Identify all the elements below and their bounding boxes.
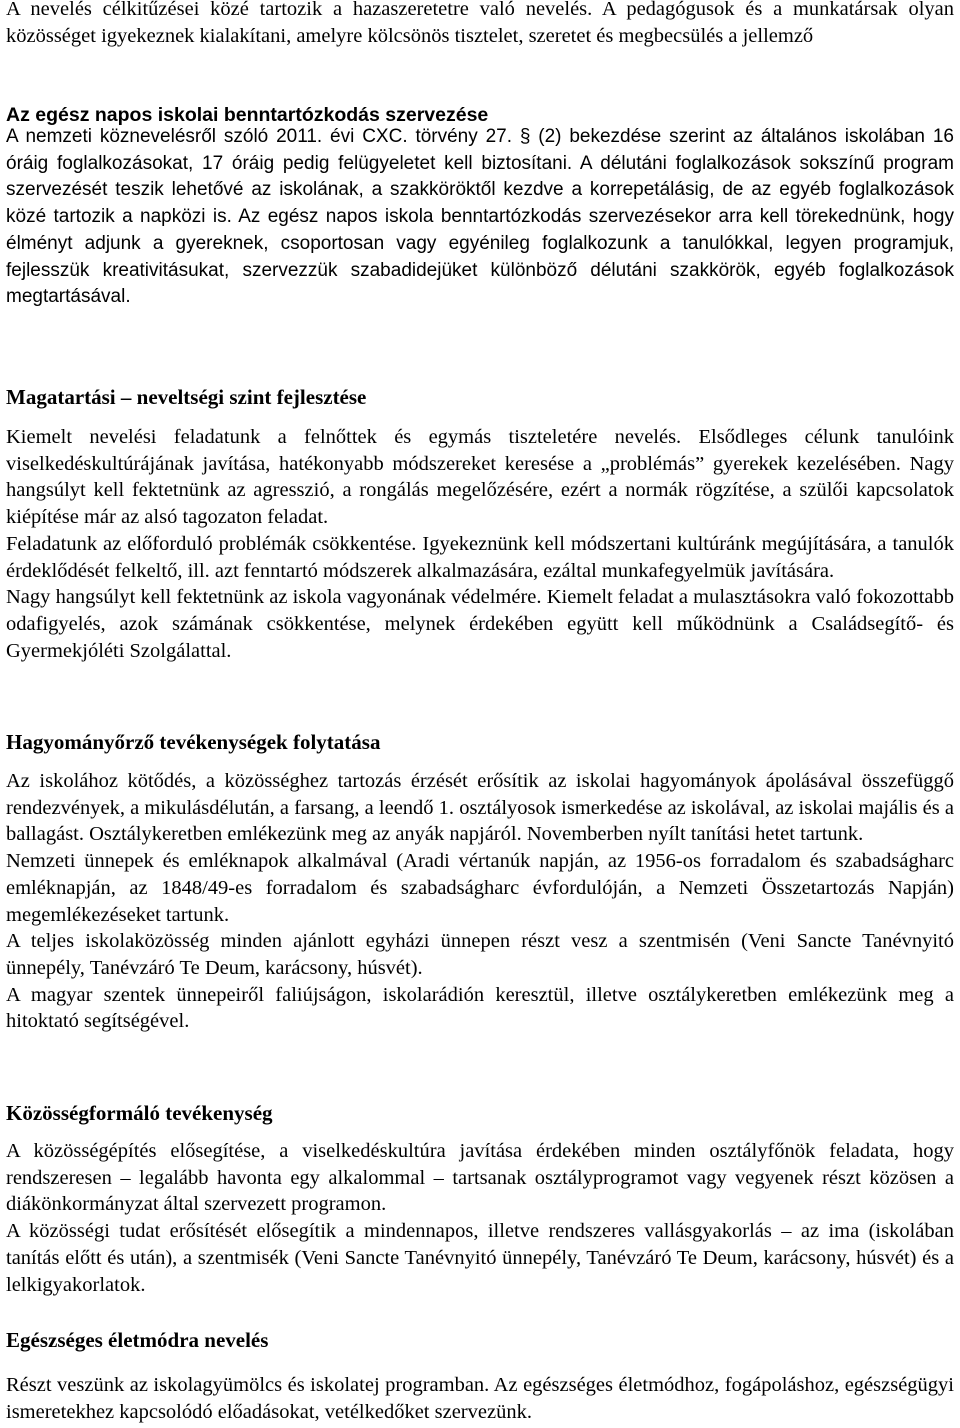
heading-behaviour: Magatartási – neveltségi szint fejlesztése <box>6 385 367 409</box>
behaviour-paragraph: Feladatunk az előforduló problémák csökkentése. Igyekeznünk kell módszertani kultúránk megújítására, a tanulók érdeklődését felkeltő, ill. azt fenntartó módszerek alkalmazására, ezáltal munkafegyelmük javítására. <box>6 532 954 582</box>
community-paragraph: A közösségi tudat erősítését elősegítik a mindennapos, illetve rendszeres vallásgyakorlás – az ima (iskolában tanítás előtt és után), a szentmisék (Veni Sancte Tanévnyitó ünnepély, Tanévzáró Te Deum, karácsony, húsvét) és a lelkigyakorlatok. <box>6 1220 954 1296</box>
all-day-school-paragraph: A nemzeti köznevelésről szóló 2011. évi CXC. törvény 27. § (2) bekezdése szerint az általános iskolában 16 óráig foglalkozásokat, 17 óráig pedig felügyeletet kell biztosítani. A délutáni foglalkozások sokszínű program szervezését teszik lehetővé az iskolának, a szakköröktől kezdve a korrepetálásig, de az egyéb foglalkozások közé tartozik a napközi is. Az egész napos iskola benntartózkodás szervezésekor arra kell törekednünk, hogy élményt adjunk a gyereknek, csoportosan vagy egyénileg foglalkozunk a tanulókkal, legyen programjuk, fejlesszük kreativitásukat, szervezzük szabadidejüket különböző délutáni szakkörök, egyéb foglalkozások megtartásával. <box>6 126 954 308</box>
tradition-paragraph: A magyar szentek ünnepeiről faliújságon, iskolarádión keresztül, illetve osztálykeretben emlékezünk meg a hitoktató segítségével. <box>6 983 954 1033</box>
behaviour-paragraph: Nagy hangsúlyt kell fektetnünk az iskola vagyonának védelmére. Kiemelt feladat a mulasztásokra való fokozottabb odafigyelés, azok számának csökkentése, melynek érdekében együtt kell működnünk a Családsegítő- és Gyermekjóléti Szolgálattal. <box>6 586 954 662</box>
tradition-paragraph: Nemzeti ünnepek és emléknapok alkalmával (Aradi vértanúk napján, az 1956-os forradalom és szabadságharc emléknapján, az 1848/49-es forradalom és szabadságharc évfordulóján, a Nemzeti Összetartozás Napján) megemlékezéseket tartunk. <box>6 850 954 926</box>
community-paragraph: A közösségépítés elősegítése, a viselkedéskultúra javítása érdekében minden osztályfőnök feladata, hogy rendszeresen – legalább havonta egy alkalommal – tartsanak osztályprogramot vagy vegyenek részt közösen a diákönkormányzat által szervezett programon. <box>6 1140 954 1216</box>
behaviour-body <box>6 424 954 664</box>
community-body <box>6 1138 954 1298</box>
tradition-paragraph: Az iskolához kötődés, a közösséghez tartozás érzését erősítik az iskolai hagyományok ápolásával összefüggő rendezvények, a mikulásdélután, a farsang, a leendő 1. osztályosok ismerkedése az iskolával, az iskolai majális és a ballagást. Osztálykeretben emlékezünk meg az anyák napjáról. Novemberben nyílt tanítási hetet tartunk. <box>6 770 954 846</box>
heading-all-day-school: Az egész napos iskolai benntartózkodás szervezése <box>6 104 489 126</box>
tradition-body <box>6 768 954 1035</box>
intro-paragraph: A nevelés célkitűzései közé tartozik a hazaszeretetre való nevelés. A pedagógusok és a munkatársak olyan közösséget igyekeznek kialakítani, amelyre kölcsönös tisztelet, szeretet és megbecsülés a jellemző <box>6 0 954 47</box>
heading-community: Közösségformáló tevékenység <box>6 1101 273 1125</box>
behaviour-paragraph: Kiemelt nevelési feladatunk a felnőttek és egymás tiszteletére nevelés. Elsődleges célunk tanulóink viselkedéskultúrájának javítása, hatékonyabb módszereket keresése a „problémás” gyerekek kezelésében. Nagy hangsúlyt kell fektetnünk az agresszió, a rongálás megelőzésére, ezért a normák rögzítése, a szülői kapcsolatok kiépítése már az alsó tagozaton feladat. <box>6 426 954 529</box>
tradition-paragraph: A teljes iskolaközösség minden ajánlott egyházi ünnepen részt vesz a szentmisén (Veni Sancte Tanévnyitó ünnepély, Tanévzáró Te Deum, karácsony, húsvét). <box>6 930 954 979</box>
health-paragraph: Részt veszünk az iskolagyümölcs és iskolatej programban. Az egészséges életmódhoz, fogápoláshoz, egészségügyi ismeretekhez kapcsolódó előadásokat, vetélkedőket szervezünk. <box>6 1374 954 1423</box>
heading-tradition: Hagyományőrző tevékenységek folytatása <box>6 730 381 754</box>
heading-health: Egészséges életmódra nevelés <box>6 1328 269 1352</box>
